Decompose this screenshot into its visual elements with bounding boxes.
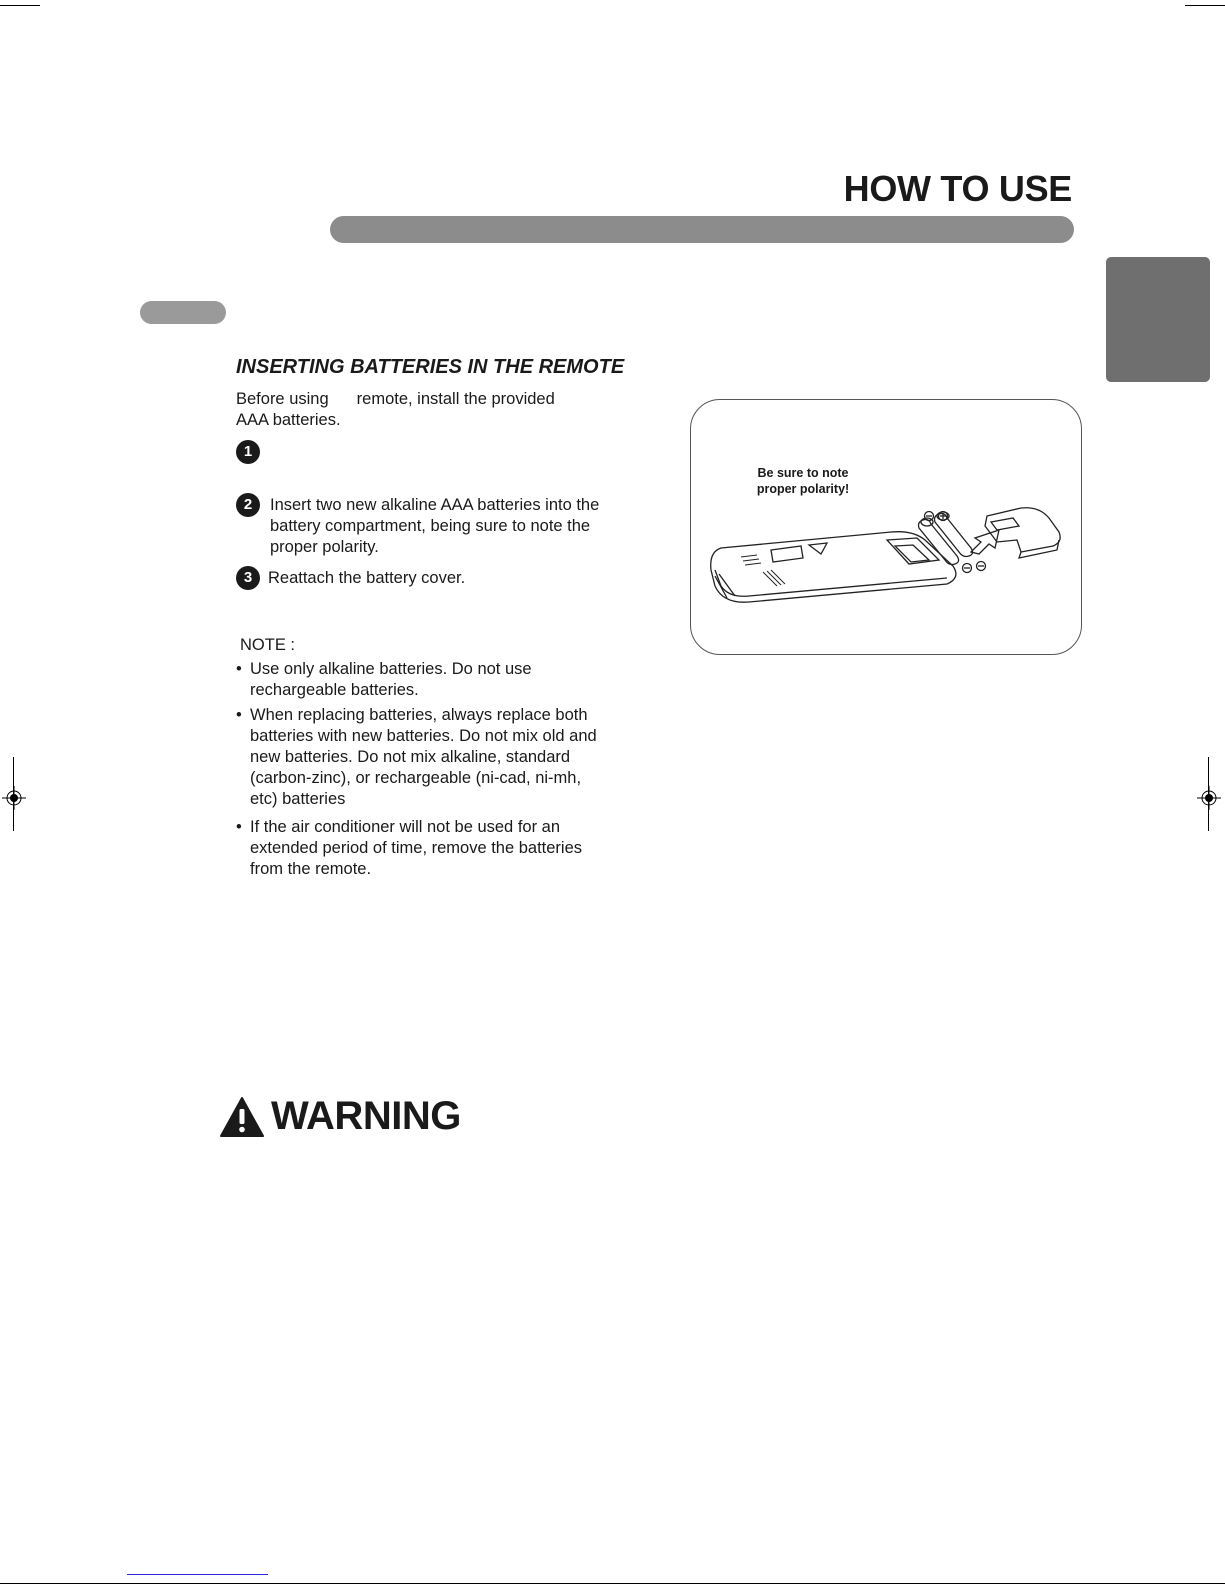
step-number-badge: 3 [236, 566, 260, 590]
header-bar [330, 216, 1074, 243]
intro-text-part2: remote, install the provided [356, 390, 555, 408]
figure-caption-line1: Be sure to note [757, 466, 849, 480]
note-label: NOTE : [240, 636, 296, 654]
note-list [236, 659, 616, 701]
footer-rule [0, 1583, 1225, 1584]
registration-line-left [13, 757, 14, 831]
section-pill [140, 301, 226, 324]
step-text: Insert two new alkaline AAA batteries into the battery compartment, being sure to note the proper polarity. [270, 496, 600, 556]
registration-line-right [1208, 757, 1209, 831]
note-item: • If the air conditioner will not be used for an extended period of time, remove the batteries from the remote. [236, 817, 600, 880]
step-number-badge: 1 [236, 440, 260, 464]
note-list [236, 705, 616, 810]
warning-triangle-icon [219, 1095, 265, 1139]
page-title: HOW TO USE [843, 168, 1072, 209]
crop-mark-top-left [0, 5, 40, 6]
registration-mark-right-icon [1197, 786, 1221, 810]
intro-paragraph [236, 389, 616, 431]
warning-label: WARNING [271, 1094, 461, 1138]
figure-caption-line2: proper polarity! [756, 482, 850, 496]
step-number-badge: 2 [236, 493, 260, 517]
note-item: • Use only alkaline batteries. Do not use rechargeable batteries. [236, 659, 560, 701]
step-text: Reattach the battery cover. [268, 569, 466, 587]
footer-link-underline [127, 1574, 268, 1575]
intro-text-part1: Before using [236, 390, 329, 408]
battery-figure [690, 399, 1082, 655]
crop-mark-top-right [1185, 5, 1225, 6]
note-list [236, 817, 616, 880]
intro-text-line2: AAA batteries. [236, 411, 341, 429]
chapter-side-tab [1106, 257, 1210, 382]
registration-mark-left-icon [2, 786, 26, 810]
note-item: • When replacing batteries, always replace both batteries with new batteries. Do not mix old and new batteries. Do not mix alkaline, standard (carbon-zinc), or rechargeable (ni-cad, ni-mh, etc) batteries [236, 705, 600, 810]
remote-battery-illustration-icon [691, 400, 1081, 654]
section-heading: INSERTING BATTERIES IN THE REMOTE [236, 356, 625, 378]
